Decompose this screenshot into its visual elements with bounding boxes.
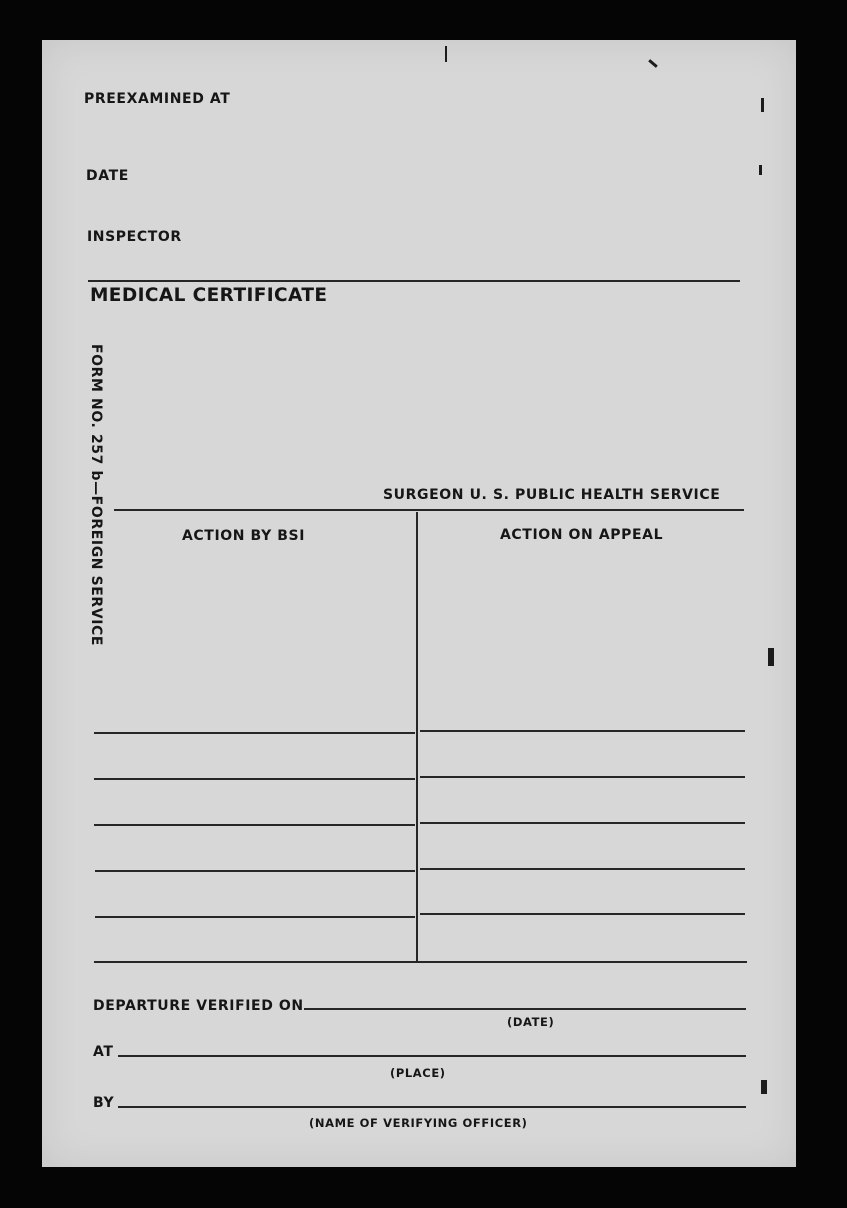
by-label: BY <box>93 1095 115 1111</box>
at-label: AT <box>93 1044 114 1060</box>
bsi-line <box>94 732 415 734</box>
departure-date-line <box>304 1008 746 1010</box>
bsi-line <box>94 824 415 826</box>
medical-certificate-card <box>42 40 796 1167</box>
departure-verified-label: DEPARTURE VERIFIED ON <box>93 998 304 1014</box>
scan-mark <box>445 46 447 62</box>
appeal-line <box>420 868 745 870</box>
place-line <box>118 1055 746 1057</box>
certificate-title: MEDICAL CERTIFICATE <box>90 285 328 306</box>
officer-caption: (NAME OF VERIFYING OFFICER) <box>309 1116 528 1130</box>
place-caption: (PLACE) <box>390 1066 446 1080</box>
header-divider <box>88 280 740 282</box>
action-by-bsi-heading: ACTION BY BSI <box>182 528 306 544</box>
form-number-vertical: FORM NO. 257 b—FOREIGN SERVICE <box>88 344 104 647</box>
preexamined-at-label: PREEXAMINED AT <box>84 91 231 107</box>
scan-mark <box>768 648 774 666</box>
column-divider <box>416 512 418 962</box>
scan-mark <box>761 98 764 112</box>
surgeon-divider <box>114 509 744 511</box>
appeal-line <box>420 730 745 732</box>
action-on-appeal-heading: ACTION ON APPEAL <box>500 527 664 543</box>
appeal-line <box>420 776 745 778</box>
actions-bottom-line <box>94 961 747 963</box>
date-label: DATE <box>86 168 129 184</box>
scan-mark <box>761 1080 767 1094</box>
scan-mark <box>759 165 762 175</box>
bsi-line <box>95 916 415 918</box>
officer-line <box>118 1106 746 1108</box>
appeal-line <box>420 913 745 915</box>
surgeon-signature-label: SURGEON U. S. PUBLIC HEALTH SERVICE <box>383 487 721 503</box>
bsi-line <box>95 870 415 872</box>
date-caption: (DATE) <box>507 1015 555 1029</box>
inspector-label: INSPECTOR <box>87 229 182 245</box>
appeal-line <box>420 822 745 824</box>
bsi-line <box>94 778 415 780</box>
